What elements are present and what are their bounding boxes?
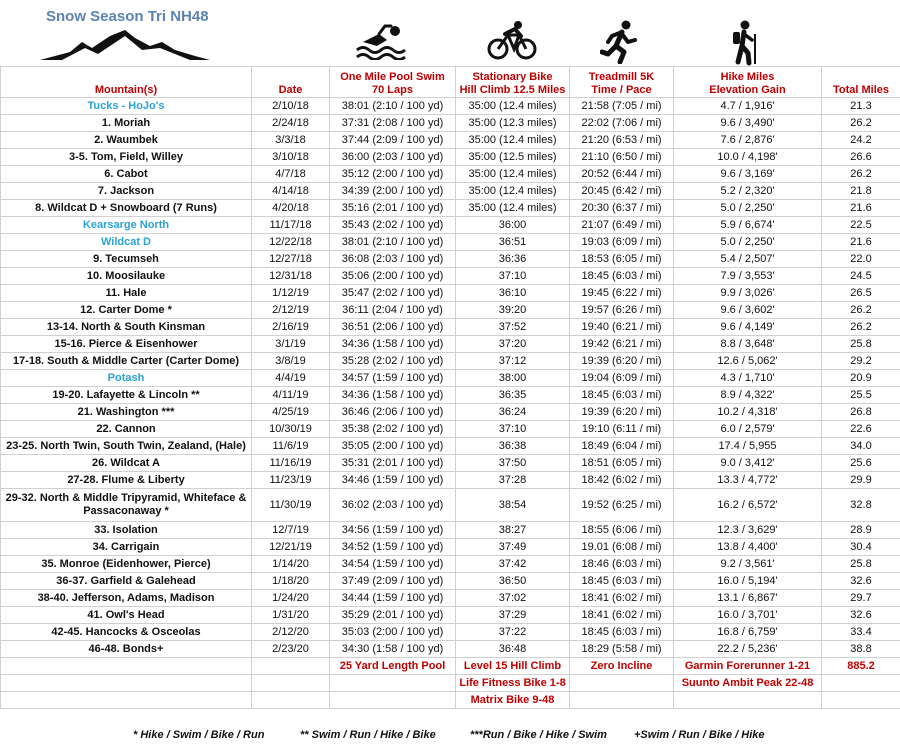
mountain-cell: 22. Cannon [1, 421, 252, 438]
hike-cell: 4.7 / 1,916' [674, 98, 822, 115]
date-cell: 2/12/19 [252, 302, 330, 319]
col-swim: One Mile Pool Swim 70 Laps [330, 67, 456, 98]
mountain-cell: 21. Washington *** [1, 404, 252, 421]
bike-cell: 37:12 [456, 353, 570, 370]
bike-cell: 35:00 (12.3 miles) [456, 115, 570, 132]
bike-cell: 37:50 [456, 455, 570, 472]
hike-cell: 13.8 / 4,400' [674, 539, 822, 556]
run-cell: 19:39 (6:20 / mi) [570, 353, 674, 370]
mountain-cell: Wildcat D [1, 234, 252, 251]
bike-cell: 36:50 [456, 573, 570, 590]
mountain-cell: 2. Waumbek [1, 132, 252, 149]
mountain-cell: 8. Wildcat D + Snowboard (7 Runs) [1, 200, 252, 217]
mountain-logo-icon [40, 26, 210, 62]
table-row [1, 556, 900, 573]
legend-item: ***Run / Bike / Hike / Swim [470, 729, 607, 741]
bike-cell: 37:52 [456, 319, 570, 336]
bike-cell: 39:20 [456, 302, 570, 319]
run-cell: 18:46 (6:03 / mi) [570, 556, 674, 573]
run-cell: 18:42 (6:02 / mi) [570, 472, 674, 489]
run-cell: 18:45 (6:03 / mi) [570, 624, 674, 641]
col-date: Date [252, 67, 330, 98]
total-cell: 33.4 [822, 624, 900, 641]
total-cell: 24.5 [822, 268, 900, 285]
grand-total: 885.2 [822, 658, 900, 675]
table-row [1, 268, 900, 285]
total-cell: 22.0 [822, 251, 900, 268]
mountain-cell: 34. Carrigain [1, 539, 252, 556]
date-cell: 12/22/18 [252, 234, 330, 251]
total-cell: 29.9 [822, 472, 900, 489]
mountain-cell: 3-5. Tom, Field, Willey [1, 149, 252, 166]
swim-cell: 35:47 (2:02 / 100 yd) [330, 285, 456, 302]
mountain-cell: 15-16. Pierce & Eisenhower [1, 336, 252, 353]
total-cell: 26.6 [822, 149, 900, 166]
run-cell: 19:40 (6:21 / mi) [570, 319, 674, 336]
table-row [1, 98, 900, 115]
swim-cell: 37:44 (2:09 / 100 yd) [330, 132, 456, 149]
run-cell: 18:41 (6:02 / mi) [570, 607, 674, 624]
swim-cell: 35:05 (2:00 / 100 yd) [330, 438, 456, 455]
run-cell: 21:07 (6:49 / mi) [570, 217, 674, 234]
bike-cell: 37:22 [456, 624, 570, 641]
total-cell: 30.4 [822, 539, 900, 556]
hike-cell: 10.2 / 4,318' [674, 404, 822, 421]
footer-row-2 [1, 675, 900, 692]
mountain-cell: 26. Wildcat A [1, 455, 252, 472]
bike-cell: 35:00 (12.4 miles) [456, 98, 570, 115]
mountain-cell: 6. Cabot [1, 166, 252, 183]
swim-cell: 36:11 (2:04 / 100 yd) [330, 302, 456, 319]
mountain-cell: Kearsarge North [1, 217, 252, 234]
bike-cell: 36:36 [456, 251, 570, 268]
run-cell: 18:51 (6:05 / mi) [570, 455, 674, 472]
swim-cell: 36:00 (2:03 / 100 yd) [330, 149, 456, 166]
date-cell: 4/7/18 [252, 166, 330, 183]
table-row [1, 251, 900, 268]
swim-cell: 37:31 (2:08 / 100 yd) [330, 115, 456, 132]
run-cell: 18:41 (6:02 / mi) [570, 590, 674, 607]
mountain-cell: 1. Moriah [1, 115, 252, 132]
table-row [1, 590, 900, 607]
run-cell: 21:58 (7:05 / mi) [570, 98, 674, 115]
table-row [1, 404, 900, 421]
table-row [1, 522, 900, 539]
total-cell: 29.7 [822, 590, 900, 607]
run-cell: 19:52 (6:25 / mi) [570, 489, 674, 522]
page-title: Snow Season Tri NH48 [46, 8, 209, 25]
date-cell: 4/25/19 [252, 404, 330, 421]
date-cell: 12/21/19 [252, 539, 330, 556]
mountain-cell: 27-28. Flume & Liberty [1, 472, 252, 489]
table-row [1, 200, 900, 217]
mountain-cell: 41. Owl's Head [1, 607, 252, 624]
swim-cell: 35:29 (2:01 / 100 yd) [330, 607, 456, 624]
hike-cell: 5.9 / 6,674' [674, 217, 822, 234]
table-row [1, 387, 900, 404]
table-row [1, 489, 900, 522]
date-cell: 3/10/18 [252, 149, 330, 166]
date-cell: 4/20/18 [252, 200, 330, 217]
swim-cell: 35:03 (2:00 / 100 yd) [330, 624, 456, 641]
run-cell: 20:52 (6:44 / mi) [570, 166, 674, 183]
table-row [1, 234, 900, 251]
table-row [1, 641, 900, 658]
total-cell: 32.6 [822, 607, 900, 624]
bike-cell: 37:20 [456, 336, 570, 353]
hike-cell: 9.0 / 3,412' [674, 455, 822, 472]
bike-cell: 38:54 [456, 489, 570, 522]
hike-cell: 12.3 / 3,629' [674, 522, 822, 539]
date-cell: 11/6/19 [252, 438, 330, 455]
total-cell: 32.6 [822, 573, 900, 590]
table-row [1, 302, 900, 319]
hike-cell: 16.2 / 6,572' [674, 489, 822, 522]
swim-cell: 37:49 (2:09 / 100 yd) [330, 573, 456, 590]
total-cell: 34.0 [822, 438, 900, 455]
swim-cell: 34:30 (1:58 / 100 yd) [330, 641, 456, 658]
hike-cell: 4.3 / 1,710' [674, 370, 822, 387]
total-cell: 21.8 [822, 183, 900, 200]
bike-cell: 37:10 [456, 421, 570, 438]
col-bike: Stationary Bike Hill Climb 12.5 Miles [456, 67, 570, 98]
swim-cell: 35:31 (2:01 / 100 yd) [330, 455, 456, 472]
mountain-cell: 38-40. Jefferson, Adams, Madison [1, 590, 252, 607]
date-cell: 10/30/19 [252, 421, 330, 438]
run-cell: 19:39 (6:20 / mi) [570, 404, 674, 421]
swim-cell: 34:52 (1:59 / 100 yd) [330, 539, 456, 556]
date-cell: 3/1/19 [252, 336, 330, 353]
bike-cell: 37:29 [456, 607, 570, 624]
bike-cell: 36:51 [456, 234, 570, 251]
mountain-cell: 7. Jackson [1, 183, 252, 200]
swim-cell: 35:28 (2:02 / 100 yd) [330, 353, 456, 370]
bike-note: Level 15 Hill Climb [456, 658, 570, 675]
total-cell: 22.5 [822, 217, 900, 234]
total-cell: 38.8 [822, 641, 900, 658]
total-cell: 21.6 [822, 234, 900, 251]
table-row [1, 217, 900, 234]
total-cell: 26.2 [822, 115, 900, 132]
mountain-cell: 10. Moosilauke [1, 268, 252, 285]
run-cell: 18:53 (6:05 / mi) [570, 251, 674, 268]
total-cell: 21.3 [822, 98, 900, 115]
hike-cell: 22.2 / 5,236' [674, 641, 822, 658]
bike-icon [487, 20, 537, 60]
swim-cell: 34:54 (1:59 / 100 yd) [330, 556, 456, 573]
table-row [1, 539, 900, 556]
mountain-cell: 11. Hale [1, 285, 252, 302]
swim-cell: 34:46 (1:59 / 100 yd) [330, 472, 456, 489]
date-cell: 12/7/19 [252, 522, 330, 539]
table-row [1, 166, 900, 183]
hike-cell: 13.1 / 6,867' [674, 590, 822, 607]
date-cell: 3/8/19 [252, 353, 330, 370]
swim-cell: 35:12 (2:00 / 100 yd) [330, 166, 456, 183]
table-row [1, 115, 900, 132]
total-cell: 25.8 [822, 556, 900, 573]
swim-cell: 36:02 (2:03 / 100 yd) [330, 489, 456, 522]
date-cell: 1/14/20 [252, 556, 330, 573]
hike-cell: 10.0 / 4,198' [674, 149, 822, 166]
table-row [1, 573, 900, 590]
total-cell: 22.6 [822, 421, 900, 438]
run-cell: 18:45 (6:03 / mi) [570, 387, 674, 404]
swim-cell: 34:39 (2:00 / 100 yd) [330, 183, 456, 200]
legend-item: * Hike / Swim / Bike / Run [133, 729, 265, 741]
total-cell: 20.9 [822, 370, 900, 387]
header-row [1, 67, 900, 98]
date-cell: 11/23/19 [252, 472, 330, 489]
swim-cell: 34:36 (1:58 / 100 yd) [330, 336, 456, 353]
table-row [1, 370, 900, 387]
total-cell: 28.9 [822, 522, 900, 539]
bike-cell: 38:27 [456, 522, 570, 539]
run-note: Zero Incline [570, 658, 674, 675]
bike-cell: 35:00 (12.5 miles) [456, 149, 570, 166]
date-cell: 1/24/20 [252, 590, 330, 607]
mountain-cell: 17-18. South & Middle Carter (Carter Dome) [1, 353, 252, 370]
date-cell: 1/18/20 [252, 573, 330, 590]
table-row [1, 472, 900, 489]
hike-cell: 8.9 / 4,322' [674, 387, 822, 404]
table-row [1, 607, 900, 624]
date-cell: 11/30/19 [252, 489, 330, 522]
date-cell: 2/24/18 [252, 115, 330, 132]
date-cell: 4/11/19 [252, 387, 330, 404]
swim-cell: 35:16 (2:01 / 100 yd) [330, 200, 456, 217]
table-row [1, 353, 900, 370]
run-cell: 21:20 (6:53 / mi) [570, 132, 674, 149]
run-cell: 20:30 (6:37 / mi) [570, 200, 674, 217]
bike-cell: 36:38 [456, 438, 570, 455]
run-cell: 19:10 (6:11 / mi) [570, 421, 674, 438]
run-cell: 18:45 (6:03 / mi) [570, 573, 674, 590]
swim-cell: 34:36 (1:58 / 100 yd) [330, 387, 456, 404]
date-cell: 12/27/18 [252, 251, 330, 268]
swim-cell: 34:57 (1:59 / 100 yd) [330, 370, 456, 387]
total-cell: 25.6 [822, 455, 900, 472]
bike-cell: 35:00 (12.4 miles) [456, 132, 570, 149]
table-row [1, 183, 900, 200]
run-cell: 18:49 (6:04 / mi) [570, 438, 674, 455]
run-cell: 19:57 (6:26 / mi) [570, 302, 674, 319]
bike-note: Life Fitness Bike 1-8 [456, 675, 570, 692]
date-cell: 2/23/20 [252, 641, 330, 658]
hike-cell: 6.0 / 2,579' [674, 421, 822, 438]
hike-cell: 9.9 / 3,026' [674, 285, 822, 302]
mountain-cell: 36-37. Garfield & Galehead [1, 573, 252, 590]
run-cell: 19:42 (6:21 / mi) [570, 336, 674, 353]
run-cell: 18:55 (6:06 / mi) [570, 522, 674, 539]
table-row [1, 319, 900, 336]
total-cell: 32.8 [822, 489, 900, 522]
mountain-cell: 13-14. North & South Kinsman [1, 319, 252, 336]
table-row [1, 285, 900, 302]
run-cell: 19.01 (6:08 / mi) [570, 539, 674, 556]
swim-cell: 35:43 (2:02 / 100 yd) [330, 217, 456, 234]
mountain-cell: Potash [1, 370, 252, 387]
legend-item: +Swim / Run / Bike / Hike [634, 729, 765, 741]
bike-cell: 35:00 (12.4 miles) [456, 166, 570, 183]
run-cell: 20:45 (6:42 / mi) [570, 183, 674, 200]
total-cell: 21.6 [822, 200, 900, 217]
mountain-cell: 46-48. Bonds+ [1, 641, 252, 658]
swim-icon [355, 20, 410, 60]
table-row [1, 438, 900, 455]
hike-cell: 9.6 / 3,169' [674, 166, 822, 183]
hike-cell: 5.0 / 2,250' [674, 234, 822, 251]
date-cell: 2/12/20 [252, 624, 330, 641]
table-row [1, 421, 900, 438]
bike-cell: 37:28 [456, 472, 570, 489]
table-row [1, 132, 900, 149]
col-run: Treadmill 5K Time / Pace [570, 67, 674, 98]
mountain-cell: 42-45. Hancocks & Osceolas [1, 624, 252, 641]
hike-cell: 7.6 / 2,876' [674, 132, 822, 149]
run-cell: 21:10 (6:50 / mi) [570, 149, 674, 166]
mountain-cell: 9. Tecumseh [1, 251, 252, 268]
bike-cell: 36:24 [456, 404, 570, 421]
table-row [1, 624, 900, 641]
total-cell: 24.2 [822, 132, 900, 149]
table-row [1, 149, 900, 166]
footer-row-3 [1, 692, 900, 709]
run-icon [600, 20, 638, 64]
date-cell: 11/17/18 [252, 217, 330, 234]
date-cell: 12/31/18 [252, 268, 330, 285]
mountain-cell: 33. Isolation [1, 522, 252, 539]
bike-cell: 35:00 (12.4 miles) [456, 183, 570, 200]
total-cell: 26.2 [822, 319, 900, 336]
col-mountain: Mountain(s) [1, 67, 252, 98]
tri-log-table [0, 66, 900, 709]
total-cell: 26.2 [822, 166, 900, 183]
hike-cell: 5.0 / 2,250' [674, 200, 822, 217]
mountain-cell: 12. Carter Dome * [1, 302, 252, 319]
bike-cell: 36:10 [456, 285, 570, 302]
mountain-cell: Tucks - HoJo's [1, 98, 252, 115]
col-total: Total Miles [822, 67, 900, 98]
total-cell: 25.8 [822, 336, 900, 353]
table-row [1, 455, 900, 472]
hike-cell: 16.8 / 6,759' [674, 624, 822, 641]
table-row [1, 336, 900, 353]
hike-cell: 16.0 / 5,194' [674, 573, 822, 590]
run-cell: 18:45 (6:03 / mi) [570, 268, 674, 285]
date-cell: 11/16/19 [252, 455, 330, 472]
swim-note: 25 Yard Length Pool [330, 658, 456, 675]
run-cell: 19:04 (6:09 / mi) [570, 370, 674, 387]
mountain-cell: 19-20. Lafayette & Lincoln ** [1, 387, 252, 404]
swim-cell: 34:56 (1:59 / 100 yd) [330, 522, 456, 539]
hike-cell: 8.8 / 3,648' [674, 336, 822, 353]
swim-cell: 35:06 (2:00 / 100 yd) [330, 268, 456, 285]
swim-cell: 36:51 (2:06 / 100 yd) [330, 319, 456, 336]
bike-cell: 36:00 [456, 217, 570, 234]
mountain-cell: 35. Monroe (Eidenhower, Pierce) [1, 556, 252, 573]
hike-cell: 9.2 / 3,561' [674, 556, 822, 573]
bike-cell: 35:00 (12.4 miles) [456, 200, 570, 217]
hike-cell: 16.0 / 3,701' [674, 607, 822, 624]
total-cell: 26.5 [822, 285, 900, 302]
hike-cell: 12.6 / 5,062' [674, 353, 822, 370]
footer-row-1 [1, 658, 900, 675]
hike-cell: 13.3 / 4,772' [674, 472, 822, 489]
mountain-cell: 29-32. North & Middle Tripyramid, Whiteface & Passaconaway * [1, 489, 252, 522]
date-cell: 1/12/19 [252, 285, 330, 302]
swim-cell: 35:38 (2:02 / 100 yd) [330, 421, 456, 438]
swim-cell: 36:08 (2:03 / 100 yd) [330, 251, 456, 268]
hike-cell: 9.6 / 3,602' [674, 302, 822, 319]
hike-cell: 9.6 / 4,149' [674, 319, 822, 336]
hike-note: Garmin Forerunner 1-21 [674, 658, 822, 675]
bike-cell: 37:02 [456, 590, 570, 607]
bike-cell: 37:10 [456, 268, 570, 285]
date-cell: 4/14/18 [252, 183, 330, 200]
run-cell: 19:45 (6:22 / mi) [570, 285, 674, 302]
bike-cell: 37:49 [456, 539, 570, 556]
hike-cell: 5.2 / 2,320' [674, 183, 822, 200]
date-cell: 2/10/18 [252, 98, 330, 115]
col-hike: Hike Miles Elevation Gain [674, 67, 822, 98]
hike-cell: 5.4 / 2,507' [674, 251, 822, 268]
run-cell: 19:03 (6:09 / mi) [570, 234, 674, 251]
bike-cell: 37:42 [456, 556, 570, 573]
total-cell: 25.5 [822, 387, 900, 404]
total-cell: 29.2 [822, 353, 900, 370]
date-cell: 2/16/19 [252, 319, 330, 336]
run-cell: 18:29 (5:58 / mi) [570, 641, 674, 658]
run-cell: 22:02 (7:06 / mi) [570, 115, 674, 132]
bike-cell: 36:35 [456, 387, 570, 404]
bike-cell: 38:00 [456, 370, 570, 387]
hike-icon [730, 20, 762, 66]
hike-cell: 7.9 / 3,553' [674, 268, 822, 285]
total-cell: 26.2 [822, 302, 900, 319]
bike-cell: 36:48 [456, 641, 570, 658]
mountain-cell: 23-25. North Twin, South Twin, Zealand, (Hale) [1, 438, 252, 455]
date-cell: 1/31/20 [252, 607, 330, 624]
hike-cell: 17.4 / 5,955 [674, 438, 822, 455]
bike-note: Matrix Bike 9-48 [456, 692, 570, 709]
swim-cell: 38:01 (2:10 / 100 yd) [330, 98, 456, 115]
legend-item: ** Swim / Run / Hike / Bike [300, 729, 436, 741]
swim-cell: 36:46 (2:06 / 100 yd) [330, 404, 456, 421]
hike-note: Suunto Ambit Peak 22-48 [674, 675, 822, 692]
swim-cell: 38:01 (2:10 / 100 yd) [330, 234, 456, 251]
date-cell: 4/4/19 [252, 370, 330, 387]
swim-cell: 34:44 (1:59 / 100 yd) [330, 590, 456, 607]
total-cell: 26.8 [822, 404, 900, 421]
hike-cell: 9.6 / 3,490' [674, 115, 822, 132]
date-cell: 3/3/18 [252, 132, 330, 149]
